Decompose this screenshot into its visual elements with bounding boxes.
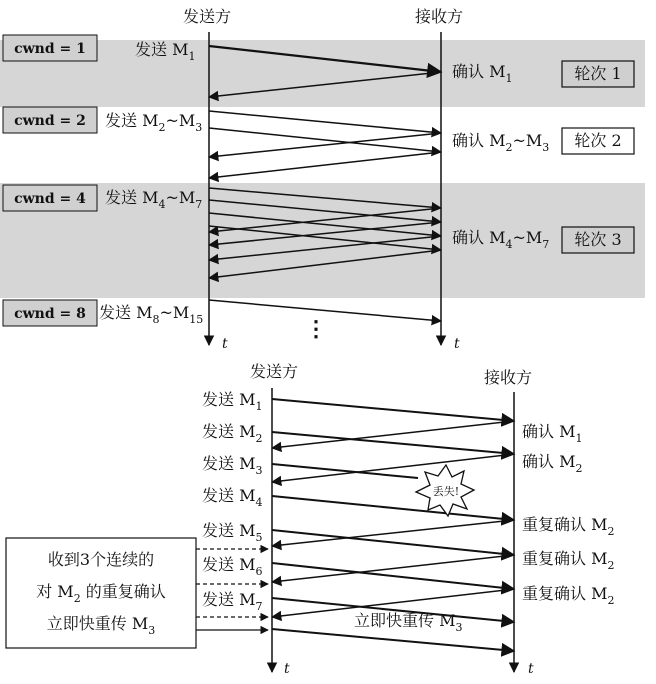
duplicate-ack-arrow bbox=[272, 555, 514, 582]
top-receiver-label: 接收方 bbox=[415, 7, 464, 26]
bottom-receiver-time-label: t bbox=[528, 661, 534, 677]
ack-label-round-3: 确认 $M_4\sim M_7$ bbox=[452, 228, 550, 251]
bottom-ack-label: 确认 $M_1$ bbox=[522, 422, 583, 445]
segment-arrow bbox=[209, 111, 441, 133]
bottom-receiver-label: 接收方 bbox=[484, 368, 533, 387]
bottom-sender-time-label: t bbox=[284, 661, 290, 677]
bottom-ack-label: 确认 $M_2$ bbox=[522, 452, 583, 475]
send-label-round-1: 发送 $M_1$ bbox=[135, 40, 196, 63]
top-receiver-time-label: t bbox=[454, 336, 460, 352]
cwnd-box-8 bbox=[3, 300, 97, 326]
lost-segment-line bbox=[272, 464, 418, 478]
bottom-ack-label: 重复确认 $M_2$ bbox=[522, 515, 615, 538]
segment-arrow bbox=[272, 432, 514, 454]
note-line-3: 立即快重传 $M_3$ bbox=[46, 614, 156, 637]
ack-arrow bbox=[209, 152, 441, 178]
bottom-ack-label: 重复确认 $M_2$ bbox=[522, 584, 615, 607]
round-label: 轮次 3 bbox=[574, 230, 622, 249]
lost-burst-icon bbox=[416, 465, 474, 516]
round-label: 轮次 2 bbox=[574, 131, 622, 150]
cwnd-box-2 bbox=[3, 107, 97, 133]
segment-arrow bbox=[272, 399, 514, 421]
bottom-send-label: 发送 $M_7$ bbox=[202, 590, 263, 613]
ack-label-round-2: 确认 $M_2\sim M_3$ bbox=[452, 131, 550, 154]
bottom-send-label: 发送 $M_4$ bbox=[202, 486, 263, 509]
segment-arrow bbox=[272, 496, 514, 520]
send-label-round-2: 发送 $M_2\sim M_3$ bbox=[105, 111, 203, 134]
cwnd-label: cwnd = 4 bbox=[14, 191, 86, 207]
cwnd-label: cwnd = 2 bbox=[14, 113, 86, 129]
cwnd-box-4 bbox=[3, 185, 97, 211]
note-line-2: 对 $M_2$ 的重复确认 bbox=[36, 582, 166, 605]
send-label-round-4: 发送 $M_8\sim M_{15}$ bbox=[99, 303, 204, 326]
top-sender-label: 发送方 bbox=[183, 7, 232, 26]
bottom-sender-label: 发送方 bbox=[250, 362, 299, 381]
cwnd-label: cwnd = 8 bbox=[14, 306, 86, 322]
note-line-1: 收到3个连续的 bbox=[47, 550, 155, 569]
bottom-send-label: 发送 $M_6$ bbox=[202, 555, 263, 578]
round-box-2 bbox=[562, 128, 634, 154]
bottom-send-label: 发送 $M_1$ bbox=[202, 390, 263, 413]
lost-label: 丢失! bbox=[432, 485, 460, 498]
round-box-1 bbox=[562, 61, 634, 87]
cwnd-label: cwnd = 1 bbox=[14, 41, 86, 57]
cwnd-box-1 bbox=[3, 35, 97, 61]
segment-arrow bbox=[209, 128, 441, 152]
retransmit-arrow bbox=[272, 629, 514, 651]
retransmit-label: 立即快重传 $M_3$ bbox=[354, 611, 463, 634]
round-box-3 bbox=[562, 227, 634, 253]
ack-label-round-1: 确认 $M_1$ bbox=[452, 62, 513, 85]
bottom-ack-label: 重复确认 $M_2$ bbox=[522, 549, 615, 572]
segment-arrow bbox=[272, 563, 514, 589]
round-label: 轮次 1 bbox=[574, 64, 622, 83]
bottom-send-label: 发送 $M_5$ bbox=[202, 521, 263, 544]
fast-retransmit-note bbox=[6, 538, 196, 648]
top-sender-time-label: t bbox=[222, 336, 228, 352]
ack-arrow bbox=[209, 133, 441, 157]
bottom-send-label: 发送 $M_3$ bbox=[202, 454, 263, 477]
ellipsis-icon: ⋮ bbox=[305, 316, 327, 342]
send-label-round-3: 发送 $M_4\sim M_7$ bbox=[105, 188, 203, 211]
bottom-send-label: 发送 $M_2$ bbox=[202, 422, 263, 445]
